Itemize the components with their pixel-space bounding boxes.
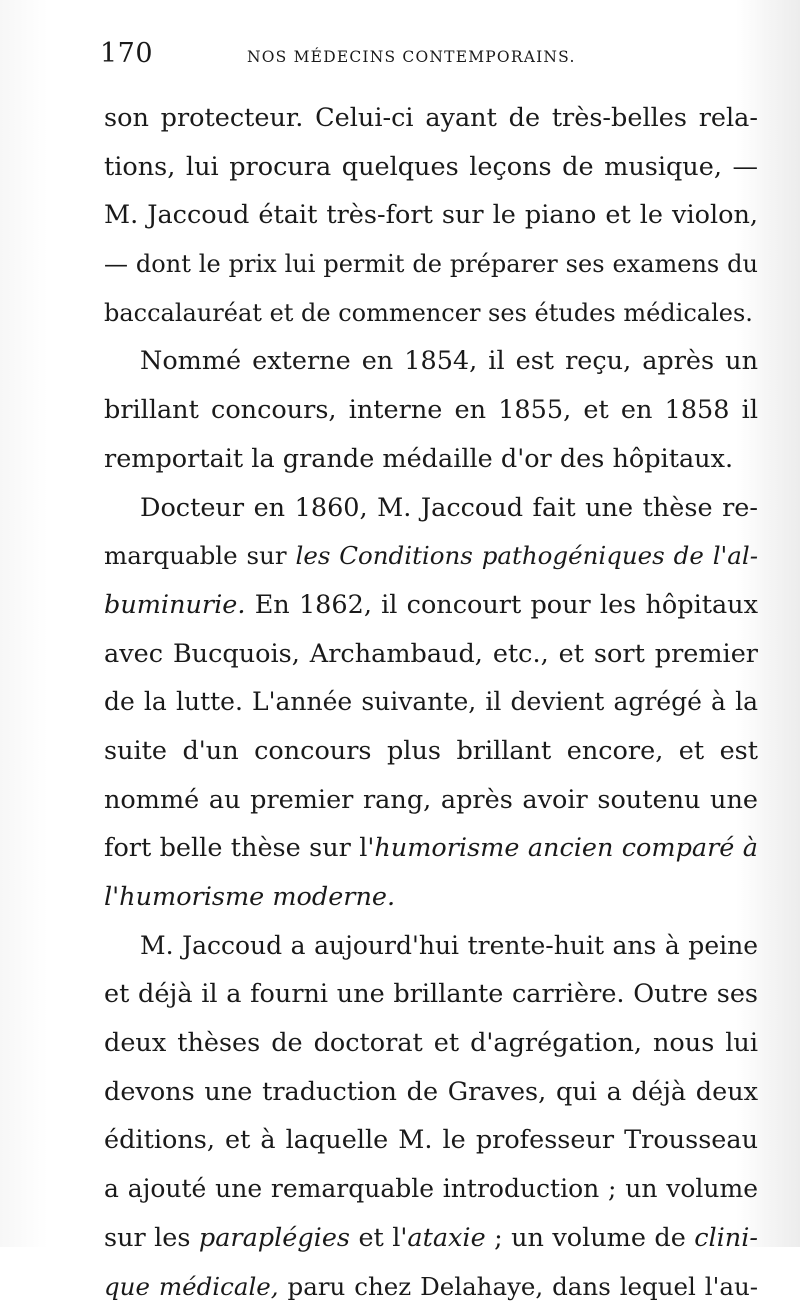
text-line: Nommé externe en 1854, il est reçu, après un <box>104 337 758 386</box>
page-header <box>100 38 760 78</box>
text-line: nommé au premier rang, après avoir soutenu une <box>104 776 758 825</box>
text-line: devons une traduction de Graves, qui a déjà deux <box>104 1068 758 1117</box>
text-line: de la lutte. L'année suivante, il devient agrégé à la <box>104 678 758 727</box>
body-text <box>104 94 758 1311</box>
text-line: l'humorisme moderne. <box>104 873 758 922</box>
text-line: baccalauréat et de commencer ses études médicales. <box>104 289 758 338</box>
page-number: 170 <box>100 38 153 69</box>
text-line: son protecteur. Celui-ci ayant de très-belles rela- <box>104 94 758 143</box>
text-line: M. Jaccoud a aujourd'hui trente-huit ans à peine <box>104 922 758 971</box>
text-line: tions, lui procura quelques leçons de musique, — <box>104 143 758 192</box>
text-line: et déjà il a fourni une brillante carrière. Outre ses <box>104 970 758 1019</box>
text-line: suite d'un concours plus brillant encore, et est <box>104 727 758 776</box>
text-line: buminurie. En 1862, il concourt pour les hôpitaux <box>104 581 758 630</box>
text-line: éditions, et à laquelle M. le professeur Trousseau <box>104 1116 758 1165</box>
text-line: brillant concours, interne en 1855, et en 1858 il <box>104 386 758 435</box>
running-title: NOS MÉDECINS CONTEMPORAINS. <box>247 48 576 66</box>
text-line: fort belle thèse sur l'humorisme ancien comparé à <box>104 824 758 873</box>
text-line: M. Jaccoud était très-fort sur le piano et le violon, <box>104 191 758 240</box>
text-line: avec Bucquois, Archambaud, etc., et sort premier <box>104 630 758 679</box>
text-line: deux thèses de doctorat et d'agrégation, nous lui <box>104 1019 758 1068</box>
text-line: sur les paraplégies et l'ataxie ; un volume de clini- <box>104 1214 758 1263</box>
text-line: Docteur en 1860, M. Jaccoud fait une thèse re- <box>104 484 758 533</box>
text-line: remportait la grande médaille d'or des hôpitaux. <box>104 435 758 484</box>
text-line: a ajouté une remarquable introduction ; un volume <box>104 1165 758 1214</box>
text-line: marquable sur les Conditions pathogéniques de l'al- <box>104 532 758 581</box>
text-line: que médicale, paru chez Delahaye, dans lequel l'au- <box>104 1263 758 1311</box>
text-line: — dont le prix lui permit de préparer ses examens du <box>104 240 758 289</box>
